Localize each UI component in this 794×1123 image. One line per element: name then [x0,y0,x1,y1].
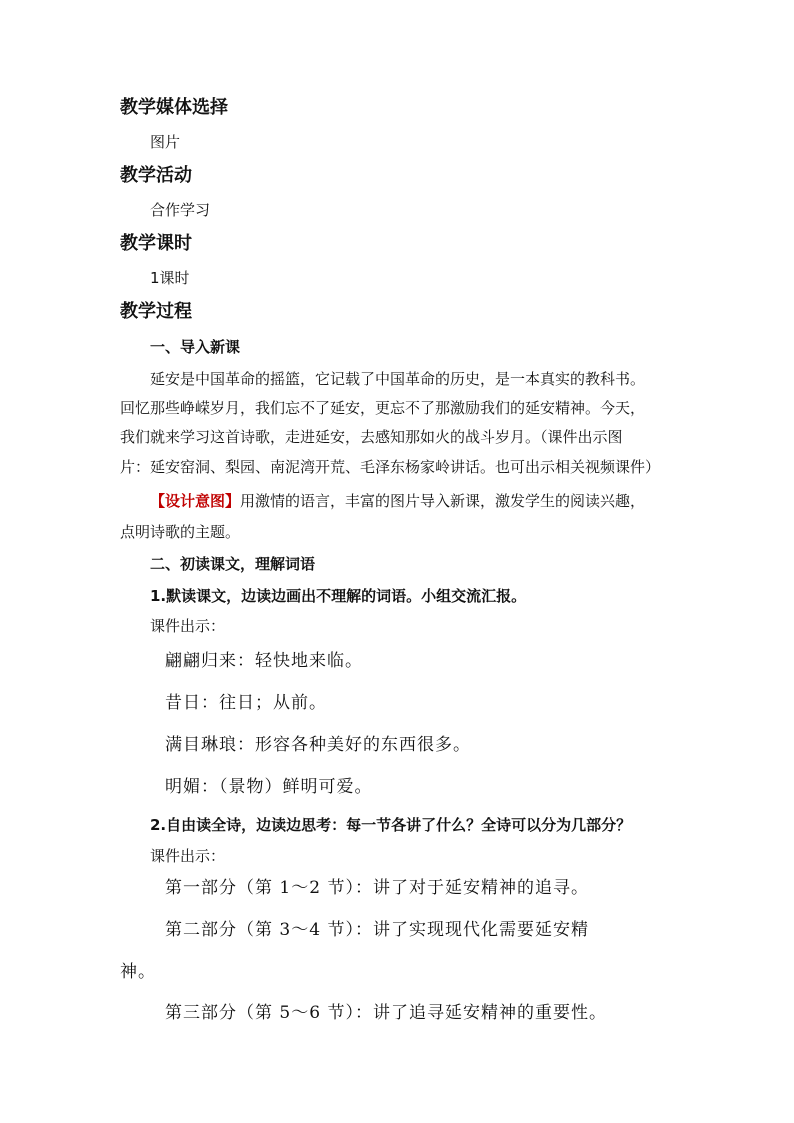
task-2: 2.自由读全诗，边读边思考：每一节各讲了什么？全诗可以分为几部分？ [150,816,632,834]
intro-line-4: 片：延安窑洞、梨园、南泥湾开荒、毛泽东杨家岭讲话。也可出示相关视频课件） [120,458,661,476]
word-definition: 满目琳琅：形容各种美好的东西很多。 [165,735,471,755]
section-title-hours: 教学课时 [120,233,192,254]
part2-heading: 二、初读课文，理解词语 [150,555,316,573]
section-title-activity: 教学活动 [120,165,192,186]
poem-part-continuation: 神。 [120,962,156,982]
word-definition: 明媚：（景物）鲜明可爱。 [165,777,373,797]
activity-content: 合作学习 [150,201,211,219]
courseware-label-1: 课件出示： [150,617,226,635]
intro-line-2: 回忆那些峥嵘岁月，我们忘不了延安，更忘不了那激励我们的延安精神。今天， [120,399,646,417]
design-intent-line-1 [150,490,645,512]
hours-content: 1课时 [150,269,190,287]
design-intent-text: 用激情的语言，丰富的图片导入新课，激发学生的阅读兴趣， [240,492,646,510]
section-title-media: 教学媒体选择 [120,97,228,118]
poem-part: 第一部分（第 1～2 节）：讲了对于延安精神的追寻。 [165,878,589,898]
word-definition: 翩翩归来：轻快地来临。 [165,651,363,671]
section-title-process: 教学过程 [120,301,192,322]
part1-heading: 一、导入新课 [150,338,241,356]
design-intent-label: 【设计意图】 [150,492,241,510]
intro-line-3: 我们就来学习这首诗歌，走进延安，去感知那如火的战斗岁月。（课件出示图 [120,428,623,446]
task-1: 1.默读课文，边读边画出不理解的词语。小组交流汇报。 [150,587,527,605]
media-content: 图片 [150,133,181,151]
design-intent-line-2: 点明诗歌的主题。 [120,523,241,541]
courseware-label-2: 课件出示： [150,847,226,865]
poem-part: 第三部分（第 5～6 节）：讲了追寻延安精神的重要性。 [165,1003,607,1023]
intro-line-1: 延安是中国革命的摇篮，它记载了中国革命的历史，是一本真实的教科书。 [150,370,646,388]
poem-part: 第二部分（第 3～4 节）：讲了实现现代化需要延安精 [165,920,589,940]
word-definition: 昔日：往日；从前。 [165,693,327,713]
